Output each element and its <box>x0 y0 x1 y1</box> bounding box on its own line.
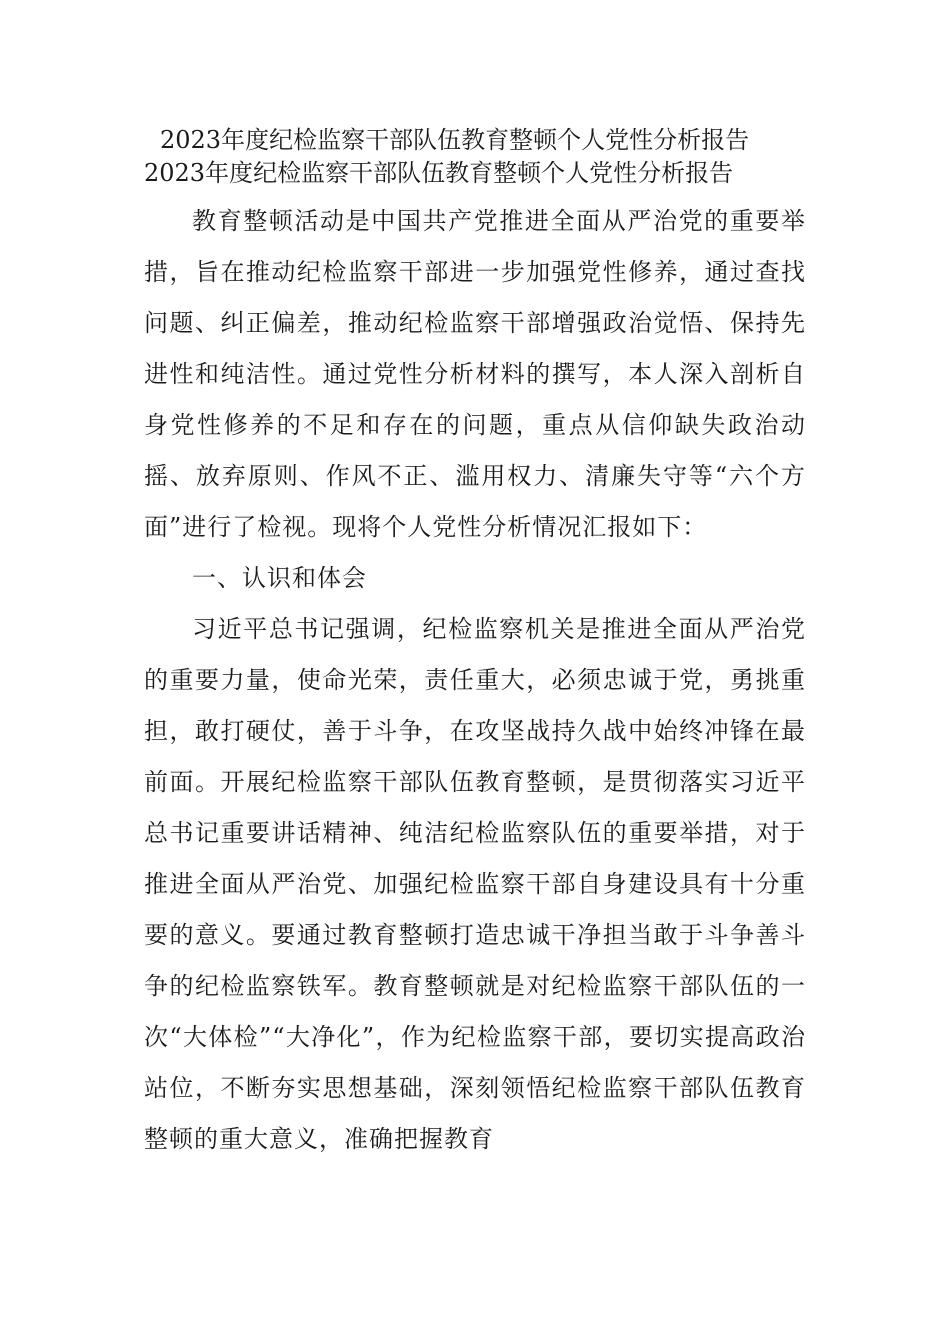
document-subtitle: 2023年度纪检监察干部队伍教育整顿个人党性分析报告 <box>144 159 734 187</box>
document-title: 2023年度纪检监察干部队伍教育整顿个人党性分析报告 <box>160 126 750 154</box>
section-heading: 一、认识和体会 <box>192 564 367 592</box>
document-body <box>144 124 806 1165</box>
intro-paragraph: 教育整顿活动是中国共产党推进全面从严治党的重要举措，旨在推动纪检监察干部进一步加强党性修养，通过查找问题、纠正偏差，推动纪检监察干部增强政治觉悟、保持先进性和纯洁性。通过党性分析材料的撰写，本人深入剖析自身党性修养的不足和存在的问题，重点从信仰缺失政治动摇、放弃原则、作风不正、滥用权力、清廉失守等“六个方面”进行了检视。现将个人党性分析情况汇报如下： <box>144 207 806 541</box>
section-paragraph: 习近平总书记强调，纪检监察机关是推进全面从严治党的重要力量，使命光荣，责任重大，必须忠诚于党，勇挑重担，敢打硬仗，善于斗争，在攻坚战持久战中始终冲锋在最前面。开展纪检监察干部队伍教育整顿，是贯彻落实习近平总书记重要讲话精神、纯洁纪检监察队伍的重要举措，对于推进全面从严治党、加强纪检监察干部自身建设具有十分重要的意义。要通过教育整顿打造忠诚干净担当敢于斗争善斗争的纪检监察铁军。教育整顿就是对纪检监察干部队伍的一次“大体检”“大净化”，作为纪检监察干部，要切实提高政治站位，不断夯实思想基础，深刻领悟纪检监察干部队伍教育整顿的重大意义，准确把握教育 <box>144 615 806 1153</box>
